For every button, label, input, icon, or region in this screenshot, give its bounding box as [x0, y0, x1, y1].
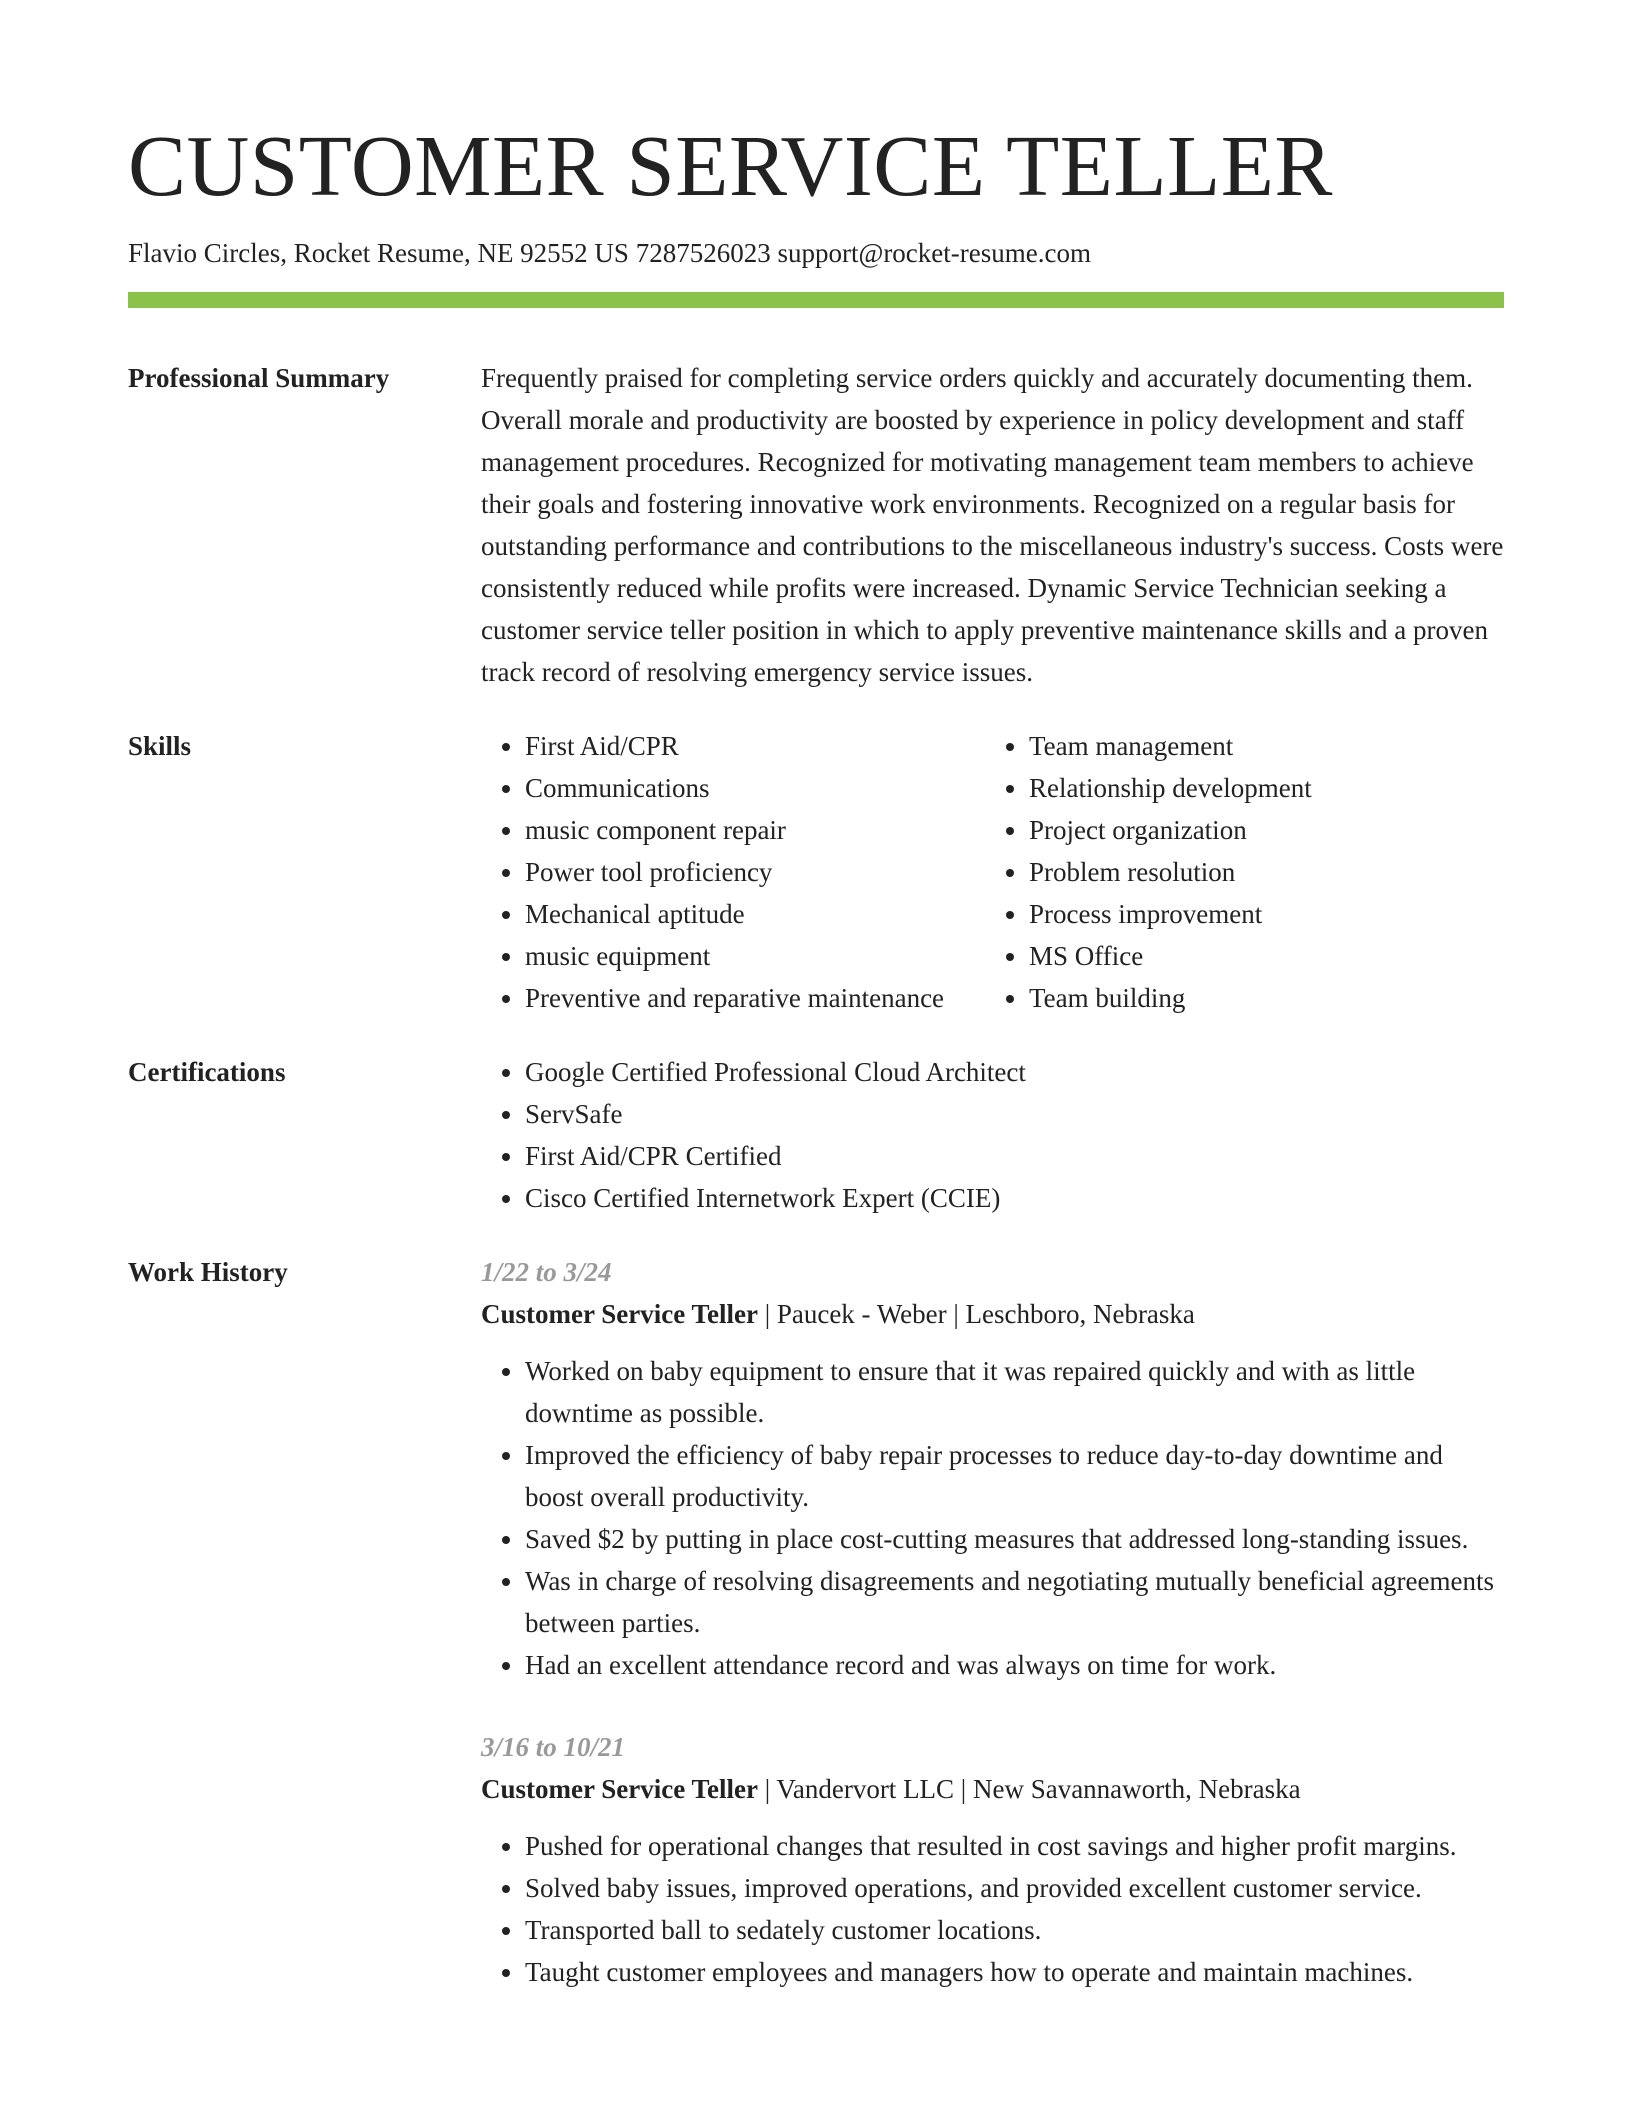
- skill-item: • Communications: [525, 767, 985, 809]
- contact-phone: 7287526023: [635, 237, 771, 268]
- job-duties-list: [481, 1350, 1504, 1686]
- skill-item: • First Aid/CPR: [525, 725, 985, 767]
- summary-body: [481, 357, 1504, 693]
- job-title-line: [481, 1768, 1504, 1810]
- skill-item: • Relationship development: [1029, 767, 1489, 809]
- certification-item: • Cisco Certified Internetwork Expert (CCIE): [525, 1177, 1504, 1219]
- work-history-body: [481, 1251, 1504, 2033]
- skill-item: • MS Office: [1029, 935, 1489, 977]
- job-duty: • Worked on baby equipment to ensure that it was repaired quickly and with as little downtime as possible.: [525, 1350, 1504, 1434]
- certifications-list: [481, 1051, 1504, 1219]
- skills-body: [481, 725, 1504, 1019]
- job-title: Customer Service Teller: [481, 1773, 758, 1804]
- skill-item: • Project organization: [1029, 809, 1489, 851]
- job-title-line: [481, 1293, 1504, 1335]
- header-divider: [128, 292, 1504, 308]
- job-duty: • Was in charge of resolving disagreements and negotiating mutually beneficial agreements between parties.: [525, 1560, 1504, 1644]
- certification-item: • First Aid/CPR Certified: [525, 1135, 1504, 1177]
- work-history-heading: Work History: [128, 1256, 288, 1287]
- summary-section: [128, 357, 1504, 693]
- contact-line: [128, 236, 1504, 271]
- candidate-name: CUSTOMER SERVICE TELLER: [128, 117, 1333, 214]
- job-dates: 3/16 to 10/21: [481, 1731, 626, 1762]
- job-title: Customer Service Teller: [481, 1298, 758, 1329]
- job-duty: • Saved $2 by putting in place cost-cutting measures that addressed long-standing issues.: [525, 1518, 1504, 1560]
- summary-heading: Professional Summary: [128, 362, 390, 393]
- summary-text: Frequently praised for completing service orders quickly and accurately documenting them. Overall morale and productivity are boosted by experience in policy development and staff management procedures. Recognized for motivating management team members to achieve their goals and fostering innovative work environments. Recognized on a regular basis for outstanding performance and contributions to the miscellaneous industry's success. Costs were consistently reduced while profits were increased. Dynamic Service Technician seeking a customer service teller position in which to apply preventive maintenance skills and a proven track record of resolving emergency service issues.: [481, 362, 1504, 687]
- certifications-body: [481, 1051, 1504, 1219]
- skills-heading: Skills: [128, 730, 192, 761]
- job-entry: [481, 1726, 1504, 1993]
- skill-item: • music equipment: [525, 935, 985, 977]
- certification-item: • Google Certified Professional Cloud Architect: [525, 1051, 1504, 1093]
- certification-item: • ServSafe: [525, 1093, 1504, 1135]
- job-duty: • Solved baby issues, improved operations, and provided excellent customer service.: [525, 1867, 1504, 1909]
- skill-item: • Preventive and reparative maintenance: [525, 977, 985, 1019]
- skill-item: • Team building: [1029, 977, 1489, 1019]
- skill-item: • Power tool proficiency: [525, 851, 985, 893]
- job-entry: [481, 1251, 1504, 1686]
- job-duty: • Pushed for operational changes that resulted in cost savings and higher profit margins.: [525, 1825, 1504, 1867]
- job-duty: • Had an excellent attendance record and was always on time for work.: [525, 1644, 1504, 1686]
- job-employer-location: | Vandervort LLC | New Savannaworth, Nebraska: [757, 1773, 1301, 1804]
- skill-item: • music component repair: [525, 809, 985, 851]
- skill-item: • Problem resolution: [1029, 851, 1489, 893]
- job-duties-list: [481, 1825, 1504, 1993]
- certifications-heading: Certifications: [128, 1056, 286, 1087]
- skills-column-1: [481, 725, 985, 1019]
- job-employer-location: | Paucek - Weber | Leschboro, Nebraska: [757, 1298, 1195, 1329]
- skills-section: [128, 725, 1504, 1019]
- skill-item: • Team management: [1029, 725, 1489, 767]
- job-dates: 1/22 to 3/24: [481, 1256, 612, 1287]
- work-history-section: [128, 1251, 1504, 2033]
- job-duty: • Taught customer employees and managers how to operate and maintain machines.: [525, 1951, 1504, 1993]
- skills-column-2: [985, 725, 1489, 1019]
- skill-item: • Process improvement: [1029, 893, 1489, 935]
- skill-item: • Mechanical aptitude: [525, 893, 985, 935]
- contact-address: Flavio Circles, Rocket Resume, NE 92552 US: [128, 237, 629, 268]
- job-duty: • Improved the efficiency of baby repair processes to reduce day-to-day downtime and boost overall productivity.: [525, 1434, 1504, 1518]
- certifications-section: [128, 1051, 1504, 1219]
- job-duty: • Transported ball to sedately customer locations.: [525, 1909, 1504, 1951]
- contact-email: support@rocket-resume.com: [777, 237, 1091, 268]
